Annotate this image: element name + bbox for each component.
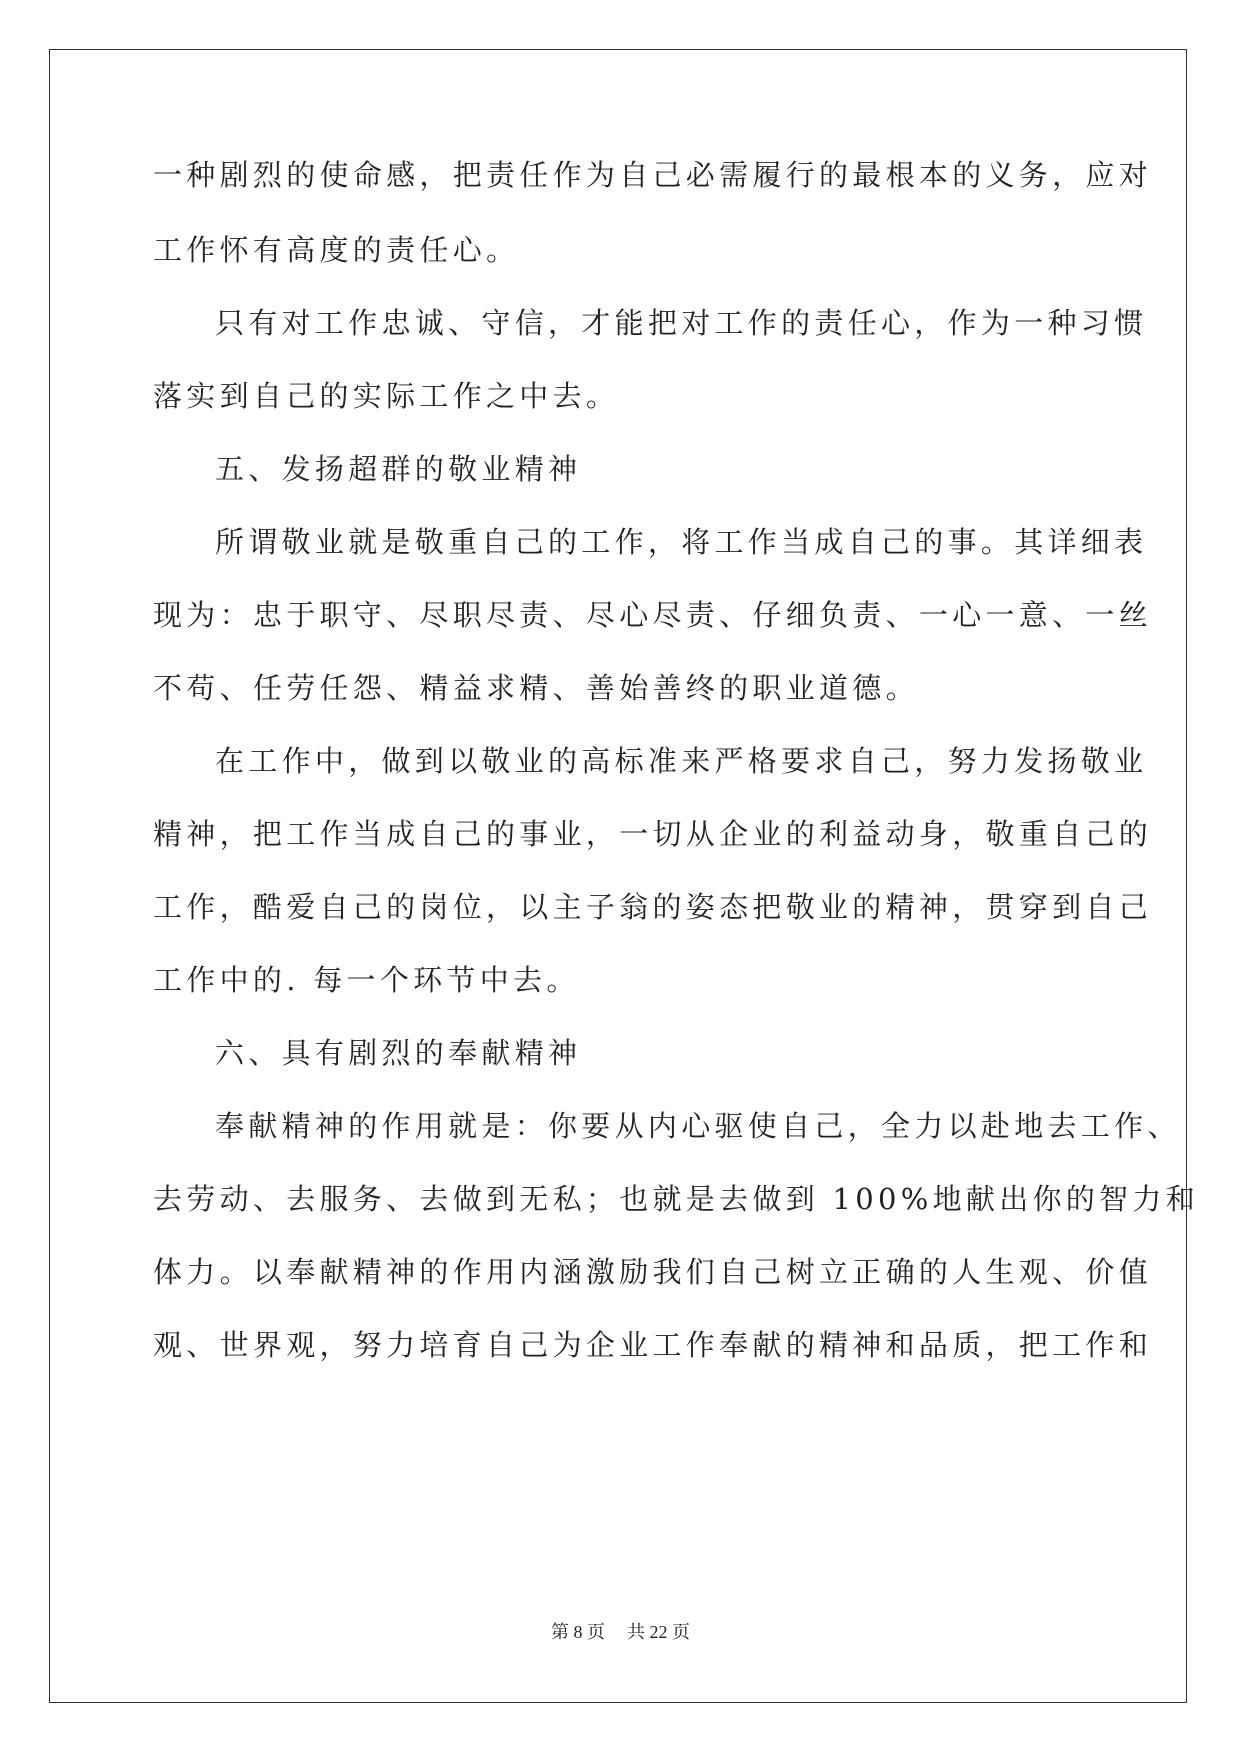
text-line-9: 在工作中，做到以敬业的高标准来严格要求自己，努力发扬敬业	[215, 744, 1148, 778]
text-line-3: 只有对工作忠诚、守信，才能把对工作的责任心，作为一种习惯	[215, 306, 1148, 340]
text-line-10: 精神，把工作当成自己的事业，一切从企业的利益动身，敬重自己的	[153, 817, 1153, 851]
section-heading-5: 五、发扬超群的敬业精神	[215, 452, 582, 486]
text-line-6: 所谓敬业就是敬重自己的工作，将工作当成自己的事。其详细表	[215, 525, 1148, 559]
text-line-17: 观、世界观，努力培育自己为企业工作奉献的精神和品质，把工作和	[153, 1328, 1153, 1362]
text-line-14: 奉献精神的作用就是：你要从内心驱使自己，全力以赴地去工作、	[215, 1109, 1181, 1143]
page-border	[49, 49, 1187, 1703]
page-total: 共 22 页	[627, 1622, 690, 1642]
text-line-7: 现为：忠于职守、尽职尽责、尽心尽责、仔细负责、一心一意、一丝	[153, 598, 1153, 632]
text-line-15: 去劳动、去服务、去做到无私；也就是去做到 100%地献出你的智力和	[153, 1182, 1200, 1216]
text-line-1: 一种剧烈的使命感，把责任作为自己必需履行的最根本的义务，应对	[153, 158, 1153, 192]
text-line-4: 落实到自己的实际工作之中去。	[153, 379, 620, 413]
text-line-11: 工作，酷爱自己的岗位，以主子翁的姿态把敬业的精神，贯穿到自己	[153, 890, 1153, 924]
section-heading-6: 六、具有剧烈的奉献精神	[215, 1036, 582, 1070]
text-line-8: 不苟、任劳任怨、精益求精、善始善终的职业道德。	[153, 671, 919, 705]
text-line-12: 工作中的. 每一个环节中去。	[153, 963, 580, 997]
text-line-16: 体力。以奉献精神的作用内涵激励我们自己树立正确的人生观、价值	[153, 1255, 1153, 1289]
text-line-2: 工作怀有高度的责任心。	[153, 233, 520, 267]
page-footer	[0, 1618, 1241, 1644]
page-number: 第 8 页	[551, 1622, 605, 1642]
